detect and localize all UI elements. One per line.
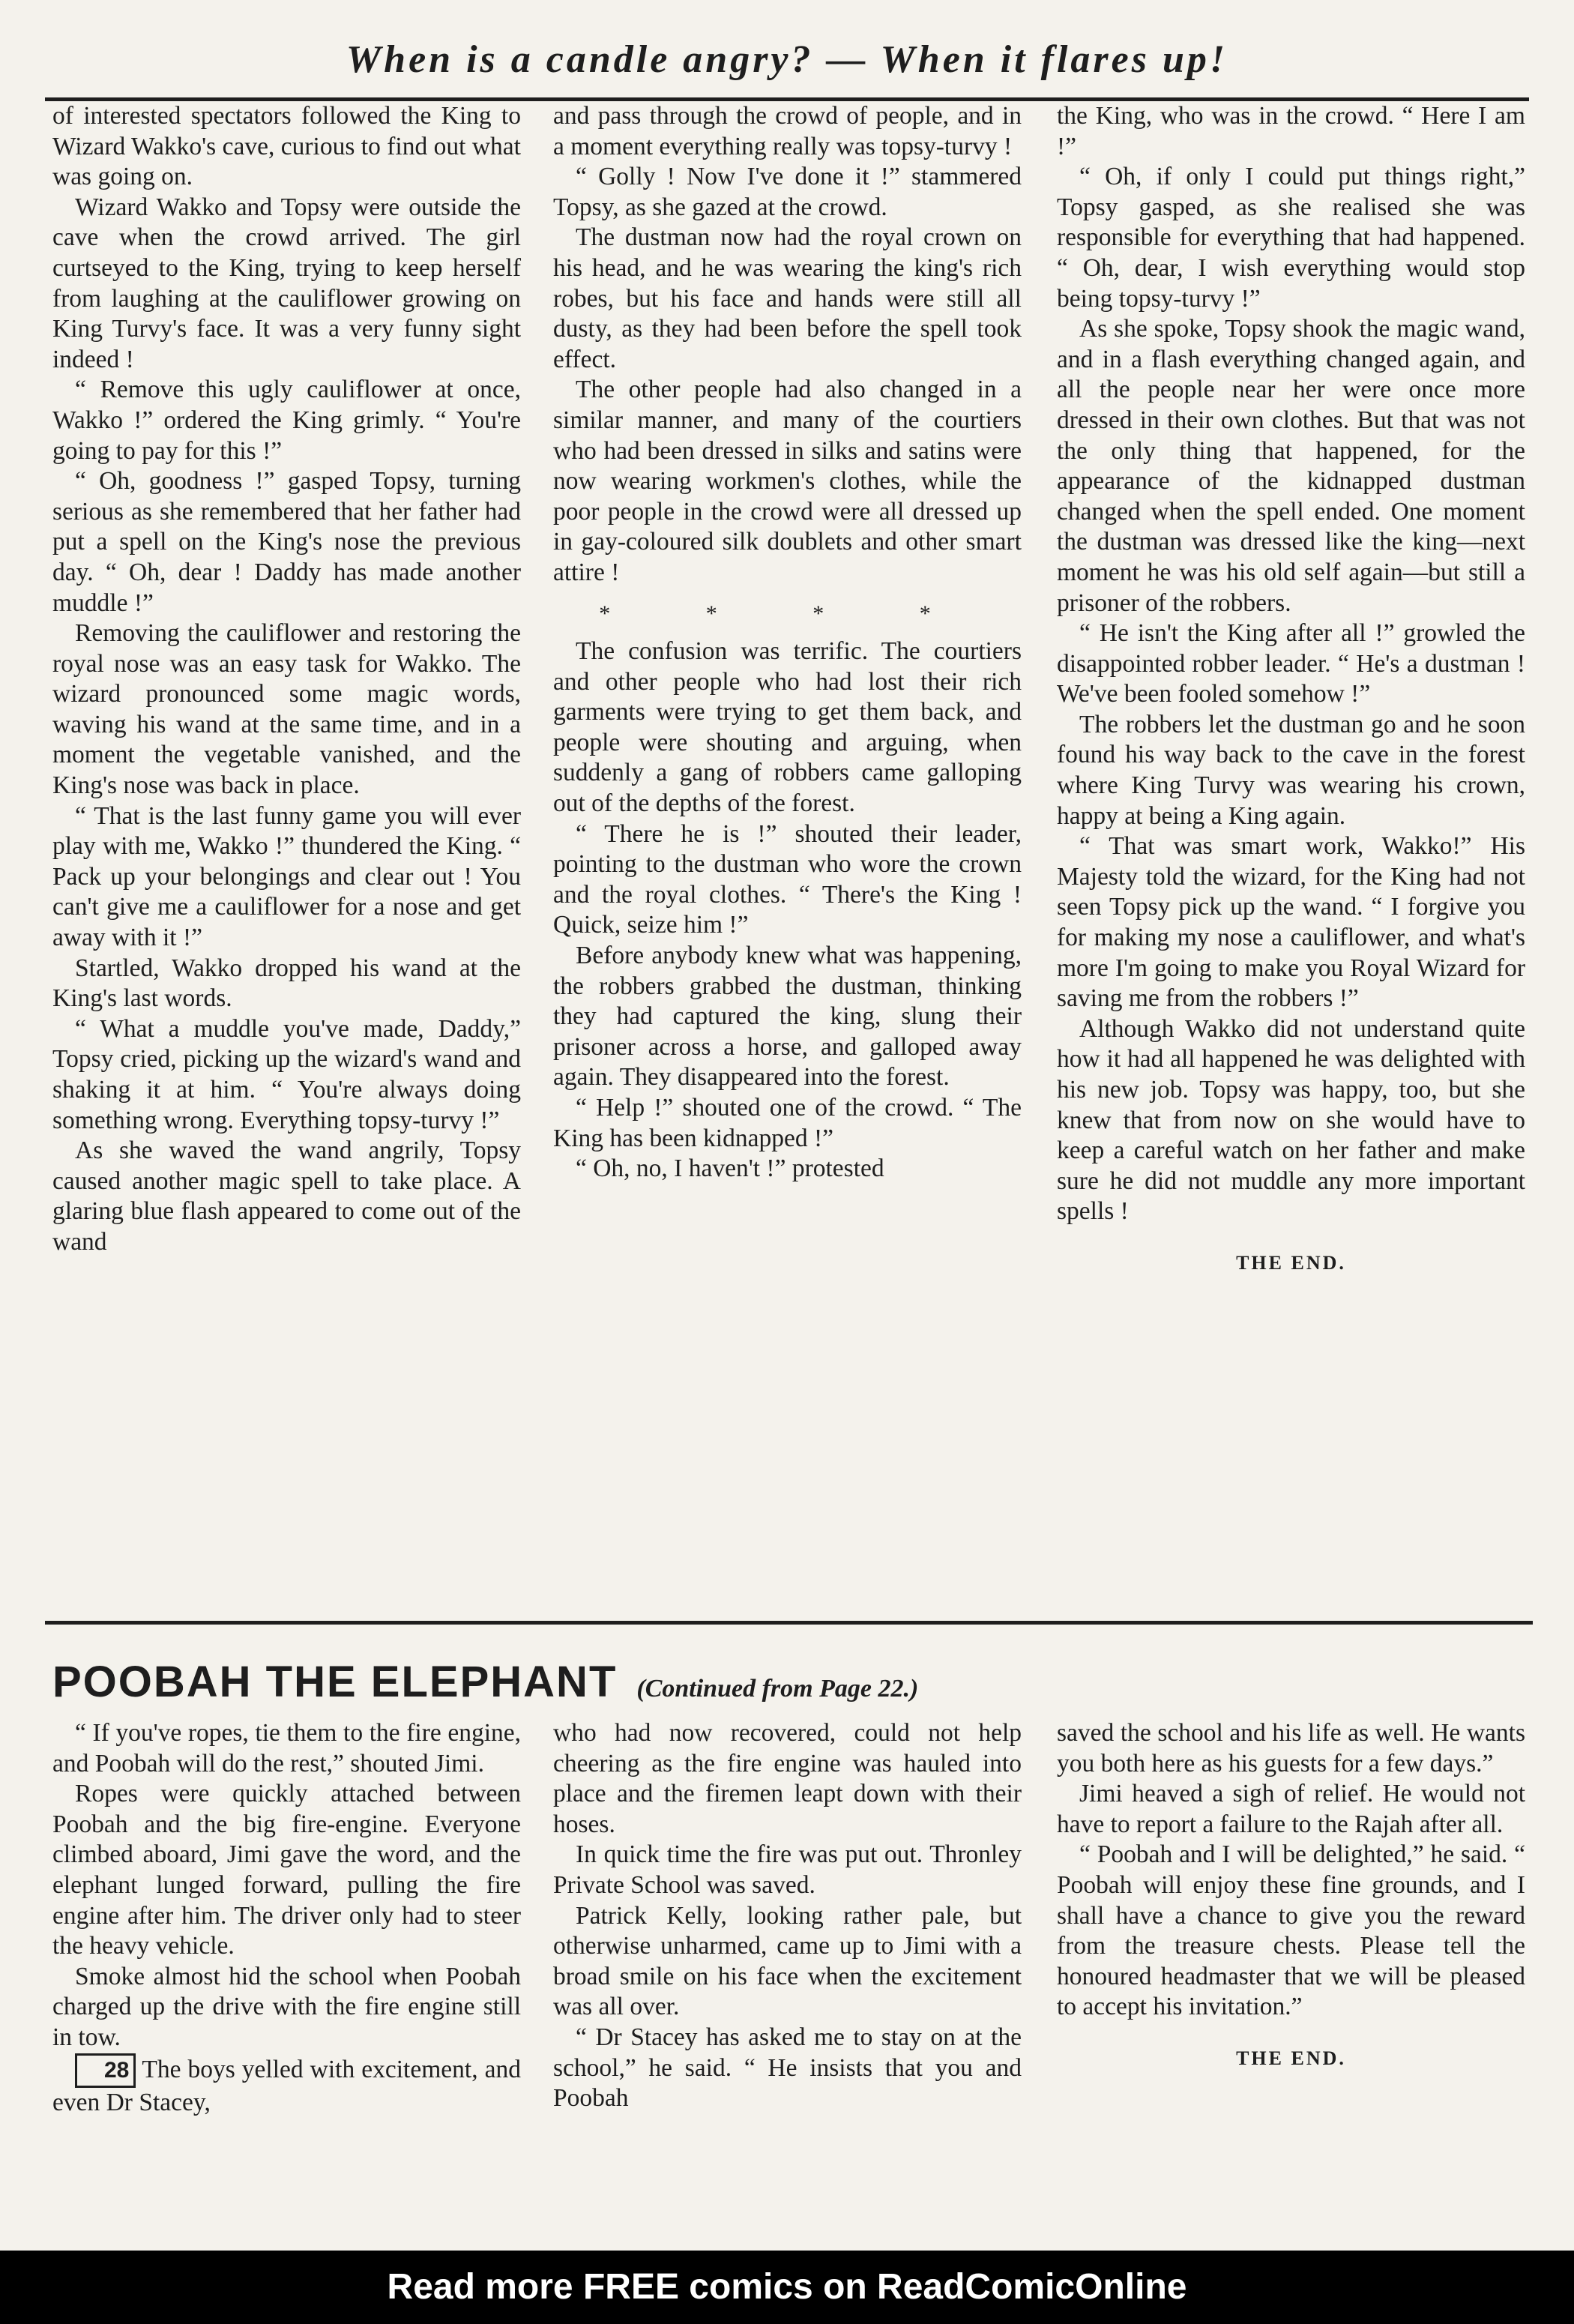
story1-column-3 xyxy=(1057,101,1525,1589)
paragraph: Ropes were quickly attached between Poobah and the big fire-engine. Everyone climbed aboard, Jimi gave the word, and the elephant lunged forward, pulling the fire engine after him. The driver only had to steer the heavy vehicle. xyxy=(52,1780,521,1960)
header-joke: When is a candle angry? — When it flares up! xyxy=(45,22,1529,101)
paragraph: In quick time the fire was put out. Thronley Private School was saved. xyxy=(553,1840,1022,1899)
story-divider xyxy=(45,1621,1533,1625)
continued-note: (Continued from Page 22.) xyxy=(636,1675,919,1703)
paragraph: the King, who was in the crowd. “ Here I am !” xyxy=(1057,102,1525,160)
paragraph: “ Dr Stacey has asked me to stay on at the school,” he said. “ He insists that you and Poobah xyxy=(553,2023,1022,2113)
paragraph: “ That was smart work, Wakko!” His Majesty told the wizard, for the King had not seen Topsy pick up the wand. “ I forgive you for making my nose a cauliflower, and what's more I'm going to make you Royal Wizard for saving me from the robbers !” xyxy=(1057,832,1525,1013)
paragraph: “ What a muddle you've made, Daddy,” Topsy cried, picking up the wizard's wand and shaking it at him. “ You're always doing something wrong. Everything topsy-turvy !” xyxy=(52,1014,521,1134)
story2-column-3 xyxy=(1057,1718,1525,2168)
paragraph: saved the school and his life as well. He wants you both here as his guests for a few days.” xyxy=(1057,1719,1525,1777)
paragraph: As she spoke, Topsy shook the magic wand, and in a flash everything changed again, and all the people near her were once more dressed in their own clothes. But that was not the only thing that happened, for the appearance of the kidnapped dustman changed when the spell ended. One moment the dustman was dressed like the king—next moment he was his old self again—but still a prisoner of the robbers. xyxy=(1057,315,1525,617)
paragraph: “ There he is !” shouted their leader, pointing to the dustman who wore the crown and the royal clothes. “ There's the King ! Quick, seize him !” xyxy=(553,819,1022,939)
paragraph: who had now recovered, could not help cheering as the fire engine was hauled into place and the firemen leapt down with their hoses. xyxy=(553,1719,1022,1838)
paragraph: “ Oh, if only I could put things right,” Topsy gasped, as she realised she was responsible for everything that had happened. “ Oh, dear, I wish everything would stop being topsy-turvy !” xyxy=(1057,163,1525,313)
paragraph: Startled, Wakko dropped his wand at the King's last words. xyxy=(52,954,521,1013)
paragraph: As she waved the wand angrily, Topsy caused another magic spell to take place. A glaring blue flash appeared to come out of the wand xyxy=(52,1137,521,1256)
story1-column-2 xyxy=(553,101,1022,1589)
paragraph: “ Oh, goodness !” gasped Topsy, turning serious as she remembered that her father had put a spell on the King's nose the previous day. “ Oh, dear ! Daddy has made another muddle !” xyxy=(52,467,521,617)
paragraph: and pass through the crowd of people, and in a moment everything really was topsy-turvy ! xyxy=(553,102,1022,160)
paragraph: “ Golly ! Now I've done it !” stammered Topsy, as she gazed at the crowd. xyxy=(553,163,1022,221)
paragraph: Although Wakko did not understand quite how it had all happened he was delighted with his new job. Topsy was happy, too, but she knew that from now on she would have to keep a careful watch on her father and make sure he did not muddle any more important spells ! xyxy=(1057,1014,1525,1226)
story1-the-end: THE END. xyxy=(1236,1251,1346,1274)
paragraph-with-page-number xyxy=(52,2053,521,2119)
paragraph: of interested spectators followed the King to Wizard Wakko's cave, curious to find out what was going on. xyxy=(52,102,521,191)
paragraph: “ That is the last funny game you will ever play with me, Wakko !” thundered the King. “ Pack up your belongings and clear out ! You can't give me a cauliflower for a nose and get away with it !” xyxy=(52,801,521,952)
story2-column-2 xyxy=(553,1718,1022,2168)
story2-the-end: THE END. xyxy=(1236,2047,1346,2069)
story1-column-1 xyxy=(52,101,521,1589)
paragraph: The robbers let the dustman go and he soon found his way back to the cave in the forest where King Turvy was wearing his crown, happy at being a King again. xyxy=(1057,710,1525,830)
paragraph: Patrick Kelly, looking rather pale, but otherwise unharmed, came up to Jimi with a broad smile on his face when the excitement was all over. xyxy=(553,1901,1022,2021)
paragraph: “ Remove this ugly cauliflower at once, Wakko !” ordered the King grimly. “ You're going to pay for this !” xyxy=(52,376,521,465)
paragraph: Before anybody knew what was happening, the robbers grabbed the dustman, thinking they had captured the king, slung their prisoner across a horse, and galloped away again. They disappeared into the forest. xyxy=(553,942,1022,1092)
paragraph: “ If you've ropes, tie them to the fire engine, and Poobah will do the rest,” shouted Jimi. xyxy=(52,1719,521,1777)
paragraph: “ Poobah and I will be delighted,” he said. “ Poobah will enjoy these fine grounds, and I shall have a chance to give you the reward from the treasure chests. Please tell the honoured headmaster that we will be pleased to accept his invitation.” xyxy=(1057,1840,1525,2021)
paragraph: “ Help !” shouted one of the crowd. “ The King has been kidnapped !” xyxy=(553,1094,1022,1152)
story2-heading xyxy=(52,1657,1522,1709)
paragraph: The confusion was terrific. The courtiers and other people who had lost their rich garments were trying to get them back, and people were shouting and arguing, when suddenly a gang of robbers came galloping out of the depths of the forest. xyxy=(553,637,1022,818)
story2-column-1 xyxy=(52,1718,521,2168)
story2-title: POOBAH THE ELEPHANT xyxy=(52,1658,618,1706)
paragraph: Wizard Wakko and Topsy were outside the cave when the crowd arrived. The girl curtseyed to the King, trying to keep herself from laughing at the cauliflower growing on King Turvy's face. It was a very funny sight indeed ! xyxy=(52,193,521,373)
page-number: 28 xyxy=(75,2053,136,2088)
paragraph: Removing the cauliflower and restoring the royal nose was an easy task for Wakko. The wizard pronounced some magic words, waving his wand at the same time, and in a moment the vegetable vanished, and the King's nose was back in place. xyxy=(52,619,521,800)
paragraph-text: The boys yelled with excitement, and even Dr Stacey, xyxy=(52,2055,521,2116)
paragraph: Jimi heaved a sigh of relief. He would not have to report a failure to the Rajah after all. xyxy=(1057,1780,1525,1838)
paragraph: The dustman now had the royal crown on his head, and he was wearing the king's rich robes, but his face and hands were still all dusty, as they had been before the spell took effect. xyxy=(553,223,1022,373)
paragraph: “ Oh, no, I haven't !” protested xyxy=(576,1155,884,1183)
paragraph: The other people had also changed in a similar manner, and many of the courtiers who had been dressed in silks and satins were now wearing workmen's clothes, while the poor people in the crowd were all dressed up in gay-coloured silk doublets and other smart attire ! xyxy=(553,376,1022,586)
paragraph: “ He isn't the King after all !” growled the disappointed robber leader. “ He's a dustman ! We've been fooled somehow !” xyxy=(1057,619,1525,708)
footer-banner-link[interactable]: Read more FREE comics on ReadComicOnline xyxy=(0,2251,1574,2324)
section-break-stars: * * * * xyxy=(599,600,976,626)
paragraph: Smoke almost hid the school when Poobah charged up the drive with the fire engine still in tow. xyxy=(52,1962,521,2051)
